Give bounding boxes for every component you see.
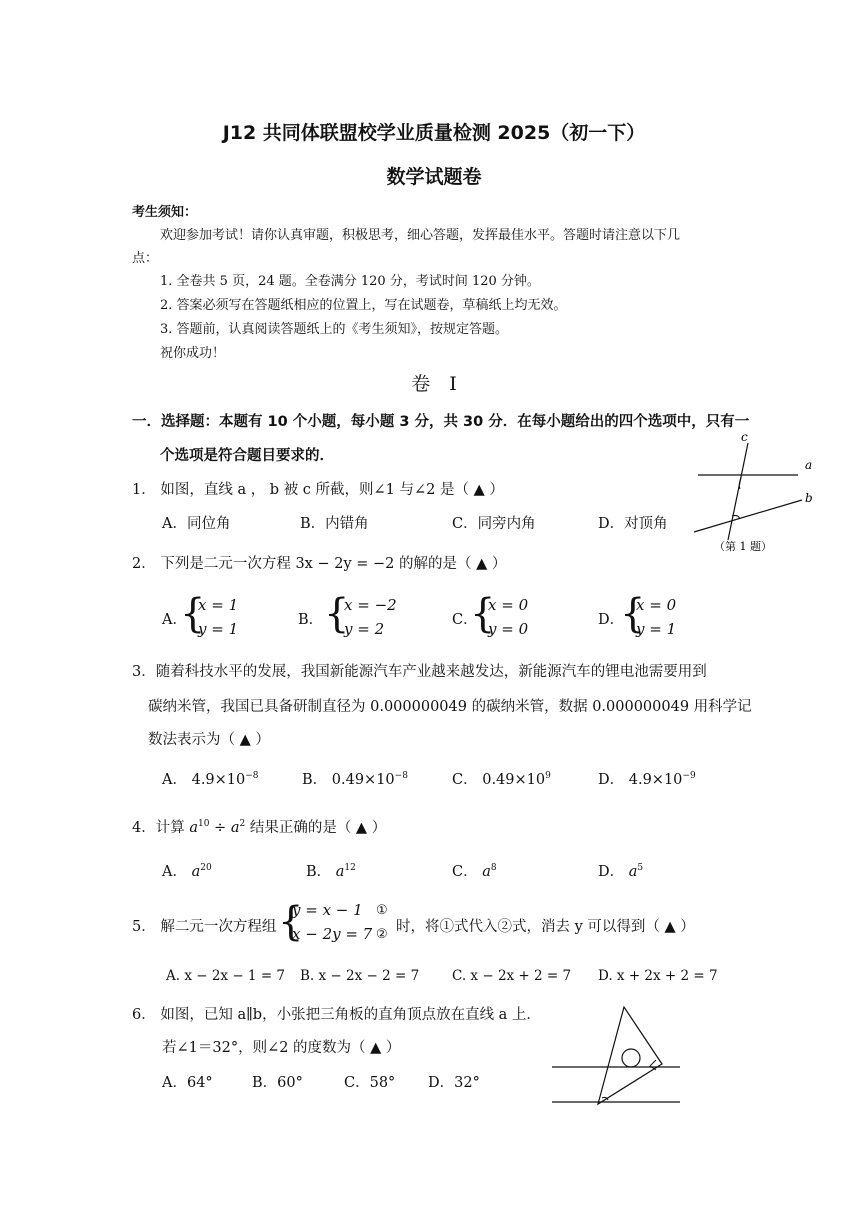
q6-set-square (598, 1007, 662, 1104)
q6-option-c: C．58° (344, 1075, 396, 1091)
q5-prefix: 5． 解二元一次方程组 (132, 919, 277, 935)
q1-label-c: c (741, 430, 748, 444)
q4-c-letter: C． (452, 864, 478, 880)
q4-base-a: a (189, 820, 198, 836)
q4-b-base: a (335, 864, 345, 880)
q3-d-base: 4.9×10 (628, 772, 683, 788)
q3-c-exp: 9 (545, 771, 551, 782)
q4-d-base: a (628, 864, 638, 880)
q1-figure (690, 428, 820, 558)
notice-wish: 祝你成功！ (160, 346, 226, 361)
q2-option-b-system (344, 593, 397, 641)
q2-d-eq1: x = 0 (636, 596, 677, 614)
q6-option-d: D．32° (428, 1075, 480, 1091)
q2-a-eq2: y = 1 (198, 620, 239, 638)
q4-suffix: 结果正确的是（ ▲ ） (245, 820, 387, 836)
q3-d-letter: D． (598, 772, 625, 788)
q5-option-c: C. x − 2x + 2 = 7 (452, 968, 572, 984)
q1-line-c (728, 443, 748, 540)
q5-suffix: 时，将①式代入②式，消去 y 可以得到（ ▲ ） (396, 919, 695, 935)
q4-a-exp: 20 (200, 863, 212, 874)
q2-option-d-system (636, 593, 676, 641)
q5-brace: { (278, 899, 304, 945)
q2-option-b-letter: B． (298, 612, 324, 628)
q4-prefix: 4．计算 (132, 820, 190, 836)
q3-line3: 数法表示为（ ▲ ） (148, 732, 270, 748)
q4-b-letter: B． (306, 864, 332, 880)
q5-option-a: A. x − 2x − 1 = 7 (166, 968, 286, 984)
notice-item-2: 2. 答案必须写在答题纸相应的位置上，写在试题卷，草稿纸上均无效。 (160, 298, 567, 313)
q2-b-eq1: x = −2 (344, 596, 397, 614)
notice-intro-line1: 欢迎参加考试！请你认真审题，积极思考，细心答题，发挥最佳水平。答题时请注意以下几 (160, 228, 681, 243)
q1-label-b: b (805, 491, 813, 505)
q3-a-exp: −8 (245, 771, 259, 782)
exam-title: J12 共同体联盟校学业质量检测 2025（初一下） (222, 122, 646, 144)
q1-caption: （第 1 题） (714, 540, 772, 553)
q4-stem (132, 816, 386, 837)
q2-option-d-letter: D． (598, 612, 625, 628)
q4-option-d (598, 860, 643, 881)
q1-option-d: D．对顶角 (598, 516, 668, 532)
q2-option-a-letter: A． (162, 612, 187, 628)
q4-option-b (306, 860, 356, 881)
q1-stem: 1． 如图，直线 a ， b 被 c 所截，则∠1 与∠2 是（ ▲ ） (132, 482, 504, 498)
q4-option-a (162, 860, 212, 881)
q4-option-c (452, 860, 497, 881)
q6-figure (546, 1000, 686, 1110)
q2-b-eq2: y = 2 (344, 620, 385, 638)
q5-eq1: y = x − 1 (292, 901, 363, 919)
q3-b-base: 0.49×10 (331, 772, 395, 788)
q5-option-d: D. x + 2x + 2 = 7 (598, 968, 718, 984)
q4-b-exp: 12 (344, 863, 356, 874)
q4-d-letter: D． (598, 864, 625, 880)
q6-line2: 若∠1＝32°，则∠2 的度数为（ ▲ ） (162, 1040, 401, 1056)
q3-line1: 3．随着科技水平的发展，我国新能源汽车产业越来越发达，新能源汽车的锂电池需要用到 (132, 664, 707, 680)
volume-heading: 卷 I (411, 373, 457, 395)
q1-option-a: A．同位角 (162, 516, 231, 532)
notice-item-1: 1. 全卷共 5 页，24 题。全卷满分 120 分，考试时间 120 分钟。 (160, 274, 540, 289)
q2-stem: 2． 下列是二元一次方程 3x − 2y = −2 的解的是（ ▲ ） (132, 556, 507, 572)
q4-exp-2: 2 (239, 819, 246, 830)
q4-a-letter: A． (162, 864, 187, 880)
q3-option-d (598, 768, 696, 789)
q2-c-eq1: x = 0 (488, 596, 529, 614)
q4-exp-10: 10 (198, 819, 210, 830)
q6-set-square-hole (622, 1049, 640, 1067)
q2-option-c-letter: C． (452, 612, 478, 628)
q5-eq2: x − 2y = 7 (292, 925, 373, 943)
q5-option-b: B. x − 2x − 2 = 7 (300, 968, 420, 984)
q3-a-letter: A． (162, 772, 187, 788)
q2-option-b-brace: { (324, 591, 350, 637)
q4-d-exp: 5 (637, 863, 644, 874)
exam-subtitle: 数学试题卷 (386, 166, 482, 188)
q6-line1: 6． 如图，已知 a∥b，小张把三角板的直角顶点放在直线 a 上． (132, 1007, 541, 1023)
q2-a-eq1: x = 1 (198, 596, 239, 614)
notice-item-3: 3. 答题前，认真阅读答题纸上的《考生须知》，按规定答题。 (160, 322, 509, 337)
q1-option-c: C．同旁内角 (452, 516, 536, 532)
q3-b-exp: −8 (394, 771, 408, 782)
q4-c-exp: 8 (490, 863, 497, 874)
q2-option-c-brace: { (470, 591, 496, 637)
section-1-line1: 一．选择题：本题有 10 个小题，每小题 3 分，共 30 分．在每小题给出的四个选项中，只有一 (132, 414, 750, 430)
q2-d-eq2: y = 1 (636, 620, 677, 638)
q5-mark-2: ② (376, 927, 388, 942)
q3-b-letter: B． (302, 772, 328, 788)
q6-option-b: B．60° (252, 1075, 303, 1091)
section-1-line2: 个选项是符合题目要求的． (160, 448, 334, 464)
q5-system (292, 898, 372, 946)
notice-heading: 考生须知： (132, 205, 198, 220)
q3-c-letter: C． (452, 772, 478, 788)
q2-option-a-brace: { (180, 591, 206, 637)
q3-c-base: 0.49×10 (482, 772, 546, 788)
q3-option-b (302, 768, 408, 789)
q2-option-a-system (198, 593, 238, 641)
q2-option-c-system (488, 593, 528, 641)
q3-d-exp: −9 (682, 771, 696, 782)
notice-intro-line2: 点： (132, 251, 159, 266)
q2-c-eq2: y = 0 (488, 620, 529, 638)
q1-label-a: a (805, 458, 813, 472)
q4-c-base: a (482, 864, 491, 880)
q3-option-a (162, 768, 259, 789)
q3-a-base: 4.9×10 (191, 772, 246, 788)
q5-mark-1: ① (376, 903, 388, 918)
q1-line-b (694, 500, 802, 532)
q1-option-b: B．内错角 (300, 516, 369, 532)
q3-line2: 碳纳米管，我国已具备研制直径为 0.000000049 的碳纳米管，数据 0.000000049 用科学记 (148, 699, 752, 715)
q4-div: ÷ (209, 820, 231, 836)
q4-a-base: a (191, 864, 201, 880)
q2-option-d-brace: { (620, 591, 646, 637)
q6-option-a: A．64° (162, 1075, 213, 1091)
q3-option-c (452, 768, 551, 789)
q4-base-b: a (230, 820, 240, 836)
